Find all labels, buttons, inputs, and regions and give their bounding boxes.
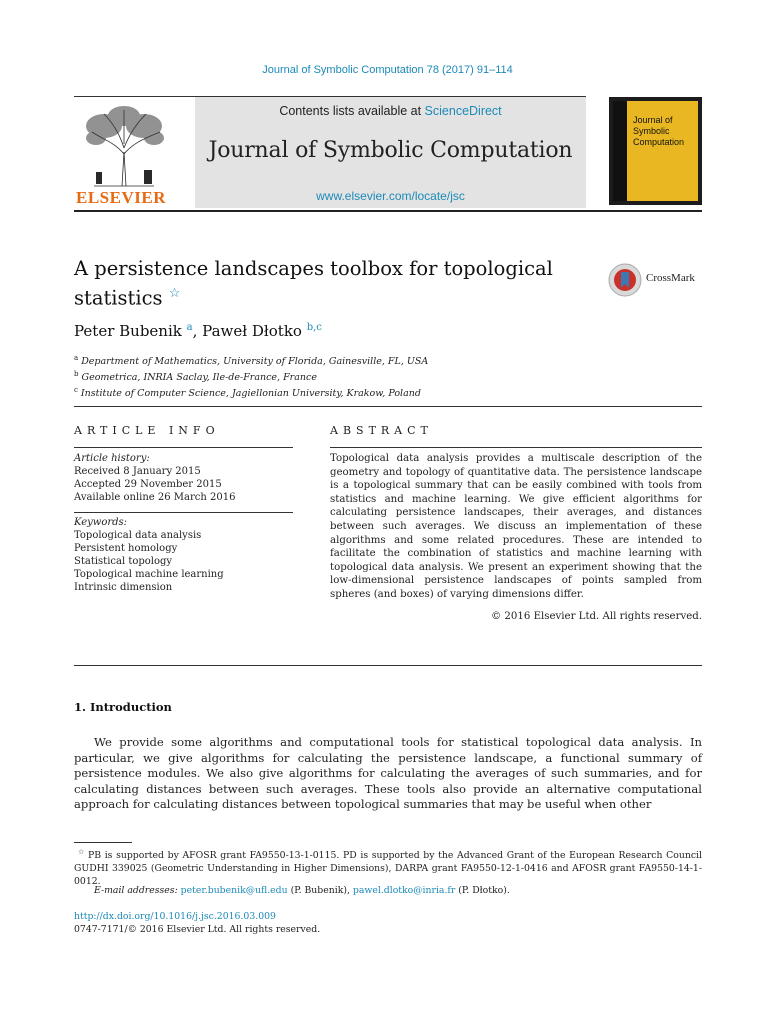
email-link[interactable]: pawel.dlotko@inria.fr [352,885,456,896]
issn-copyright: 0747-7171/© 2016 Elsevier Ltd. All rights reserved. [74,924,321,935]
journal-url-link[interactable]: www.elsevier.com/locate/jsc [316,189,465,203]
cover-title-line: Journal of [633,115,673,125]
cover-side-strip [613,101,627,201]
affiliation-mark: b [74,370,79,379]
keywords-rule [74,512,293,513]
article-history [74,452,235,504]
affiliation-text: Geometrica, INRIA Saclay, Ile-de-France, France [81,372,317,384]
keywords-label: Keywords: [74,517,128,528]
authors-line [74,322,322,340]
keyword: Topological data analysis [74,530,202,541]
email-label: E-mail addresses: [94,885,178,896]
history-label: Article history: [74,453,150,464]
title-footnote-mark[interactable]: ☆ [168,286,181,301]
publisher-wordmark: ELSEVIER [76,188,166,207]
email-link[interactable]: peter.bubenik@ufl.edu [180,885,288,896]
title-line-2 [74,281,594,311]
contents-line [195,104,586,118]
introduction-text [74,735,702,813]
cover-title [633,115,684,148]
introduction-heading: 1. Introduction [74,700,172,714]
author-affil-mark[interactable]: b,c [306,322,322,333]
article-info-heading: ARTICLE INFO [74,424,220,437]
footnote-rule [74,842,132,843]
sciencedirect-link[interactable]: ScienceDirect [424,104,502,118]
footnote-text: PB is supported by AFOSR grant FA9550-13-1-0115. PD is supported by the Advanced Grant of the European Research Council GUDHI 339025 (Geometric Understanding in Higher Dimensions), DARPA grant FA9550-12-1-0416 and AFOSR grant FA9550-14-1-0012. [74,850,702,888]
affiliation-text: Department of Mathematics, University of Florida, Gainesville, FL, USA [81,356,429,368]
keyword: Persistent homology [74,543,178,554]
cover-title-line: Symbolic [633,126,670,136]
keyword: Topological machine learning [74,569,224,580]
received-date: Received 8 January 2015 [74,466,201,477]
article-info-rule [74,447,293,448]
abstract-text: Topological data analysis provides a multiscale description of the geometry and topology of quantitative data. The persistence landscape is a topological summary that can be easily combined with tools from statistics and machine learning. We give efficient algorithms for calculating persistence landscapes, their averages, and distances between such averages. We discuss an implementation of these algorithms and some related procedures. These are intended to facilitate the combination of statistics and machine learning with topological data analysis. We present an experiment showing that the low-dimensional persistence landscapes of points sampled from spheres (and boxes) of varying dimensions differ. [330,453,702,600]
footnote-mark: ☆ [78,848,85,856]
affiliations [74,352,428,400]
section-divider [74,665,702,666]
affiliation [74,384,428,400]
author-name[interactable]: Paweł Dłotko [202,322,302,340]
abstract-rule [330,447,702,448]
author-affil-mark[interactable]: a [186,322,193,333]
footnote [74,846,702,888]
email-owner: (P. Dłotko). [455,885,510,896]
introduction-paragraph: We provide some algorithms and computational tools for statistical topological data analysis. In particular, we give algorithms for calculating the persistence landscape, a functional summary of persistence modules. We also give algorithms for calculating the averages of such summaries, and for calculating distances between such averages. These tools also provide an alternative computational approach for calculating distances between topological summaries that may be useful when other [74,735,702,811]
affiliation-text: Institute of Computer Science, Jagiellonian University, Krakow, Poland [80,388,421,400]
affiliation [74,352,428,368]
available-date: Available online 26 March 2016 [74,492,236,503]
abstract-copyright: © 2016 Elsevier Ltd. All rights reserved. [490,611,702,622]
journal-title: Journal of Symbolic Computation [208,138,573,163]
title-line-2-text: statistics [74,286,163,310]
cover-title-line: Computation [633,137,685,147]
email-addresses [94,885,510,896]
header-bottom-rule [74,210,702,212]
accepted-date: Accepted 29 November 2015 [74,479,222,490]
abstract-heading: ABSTRACT [330,424,433,437]
keyword: Intrinsic dimension [74,582,173,593]
journal-reference[interactable]: Journal of Symbolic Computation 78 (2017) 91–114 [262,64,513,76]
keyword: Statistical topology [74,556,173,567]
doi-link[interactable]: http://dx.doi.org/10.1016/j.jsc.2016.03.009 [74,911,276,922]
section-divider [74,406,702,407]
title-line-1: A persistence landscapes toolbox for topological [74,257,553,280]
crossmark-icon [608,263,642,297]
contents-prefix: Contents lists available at [279,104,425,118]
affiliation-mark: c [74,386,78,395]
affiliation [74,368,428,384]
paper-title [74,256,594,311]
author-name[interactable]: Peter Bubenik [74,322,182,340]
affiliation-mark: a [74,354,79,362]
journal-cover-image [609,97,702,205]
crossmark-label: CrossMark [646,272,695,284]
email-owner: (P. Bubenik), [287,885,353,896]
author-separator: , [192,322,203,340]
crossmark-badge[interactable] [608,263,718,295]
keywords-block [74,516,224,594]
